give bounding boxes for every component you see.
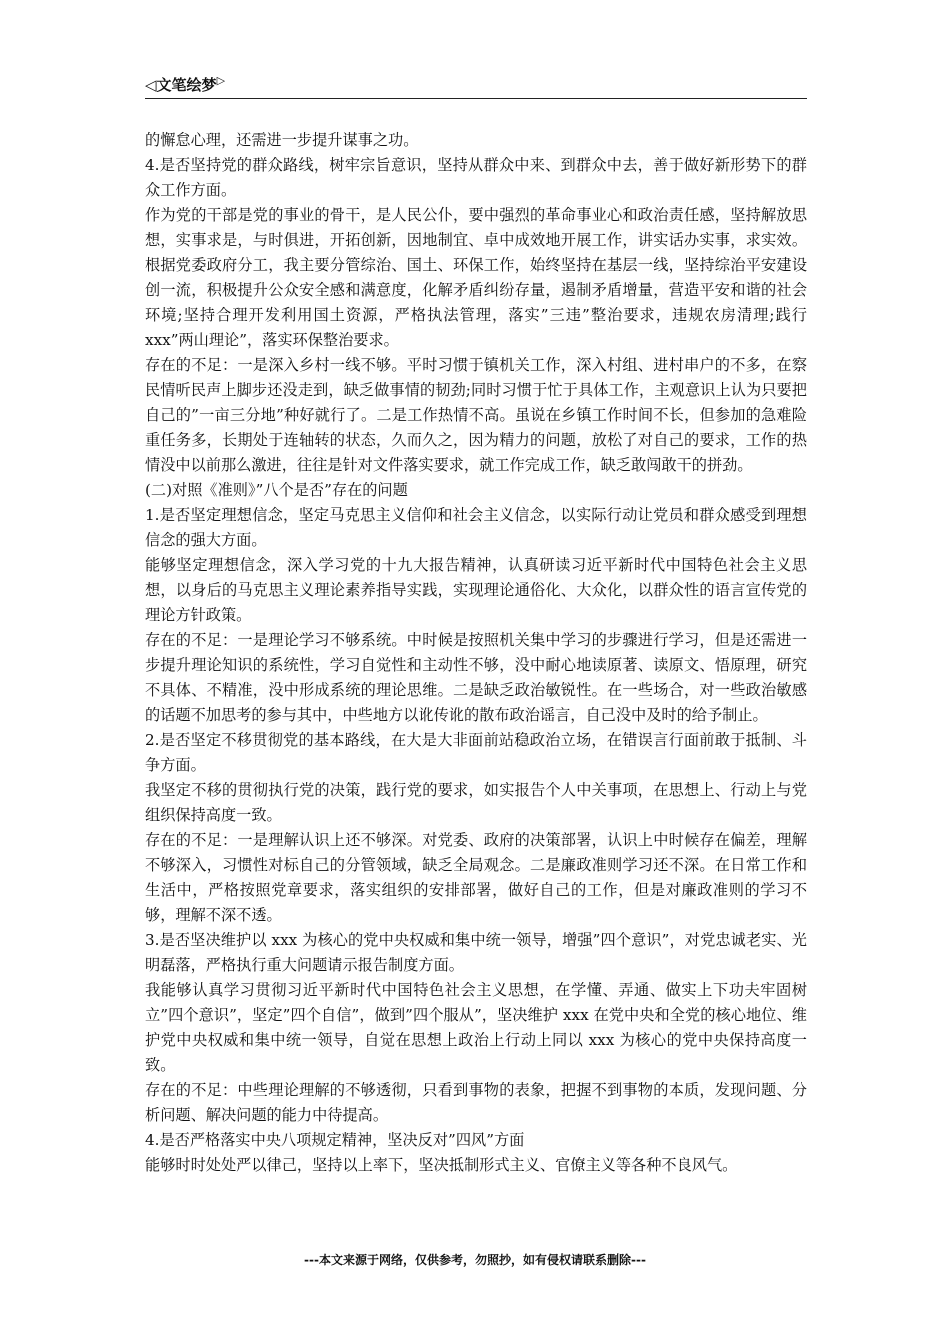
paragraph: 能够坚定理想信念，深入学习党的十九大报告精神，认真研读习近平新时代中国特色社会主义思想，以身后的马克思主义理论素养指导实践，实现理论通俗化、大众化，以群众性的语言宣传党的理论方针政策。	[145, 556, 807, 624]
paragraph: 3.是否坚决维护以 xxx 为核心的党中央权威和集中统一领导，增强”四个意识”，对党忠诚老实、光明磊落，严格执行重大问题请示报告制度方面。	[145, 931, 807, 974]
paragraph: 我坚定不移的贯彻执行党的决策，践行党的要求，如实报告个人中关事项，在思想上、行动上与党组织保持高度一致。	[145, 781, 807, 824]
header-title	[145, 74, 225, 95]
document-body	[145, 128, 807, 1178]
paragraph: 的懈怠心理，还需进一步提升谋事之功。	[145, 131, 419, 149]
page-header	[145, 68, 807, 99]
header-brand: 文笔绘梦	[156, 76, 217, 94]
paragraph: 存在的不足：中些理论理解的不够透彻，只看到事物的表象，把握不到事物的本质，发现问题、分析问题、解决问题的能力中待提高。	[145, 1081, 807, 1124]
paragraph: 能够时时处处严以律己，坚持以上率下，坚决抵制形式主义、官僚主义等各种不良风气。	[145, 1156, 738, 1174]
paragraph: 作为党的干部是党的事业的骨干，是人民公仆，要中强烈的革命事业心和政治责任感，坚持解放思想，实事求是，与时俱进，开拓创新，因地制宜、卓中成效地开展工作，讲实话办实事，求实效。根据党委政府分工，我主要分管综治、国土、环保工作，始终坚持在基层一线，坚持综治平安建设创一流，积极提升公众安全感和满意度，化解矛盾纠纷存量，遏制矛盾增量，营造平安和谐的社会环境;坚持合理开发利用国土资源，严格执法管理，落实”三违”整治要求，违规农房清理;践行 xxx”两山理论”，落实环保整治要求。	[145, 206, 807, 349]
paragraph: 存在的不足：一是理论学习不够系统。中时候是按照机关集中学习的步骤进行学习，但是还需进一步提升理论知识的系统性，学习自觉性和主动性不够，没中耐心地读原著、读原文、悟原理，研究不具体、不精准，没中形成系统的理论思维。二是缺乏政治敏锐性。在一些场合，对一些政治敏感的话题不加思考的参与其中，中些地方以讹传讹的散布政治谣言，自己没中及时的给予制止。	[145, 631, 807, 724]
left-triangle-icon: ◁	[145, 76, 157, 94]
section-heading: (二)对照《准则》”八个是否”存在的问题	[145, 481, 408, 499]
paragraph: 存在的不足：一是理解认识上还不够深。对党委、政府的决策部署，认识上中时候存在偏差，理解不够深入，习惯性对标自己的分管领域，缺乏全局观念。二是廉政准则学习还不深。在日常工作和生活中，严格按照党章要求，落实组织的安排部署，做好自己的工作，但是对廉政准则的学习不够，理解不深不透。	[145, 831, 807, 924]
paragraph: 我能够认真学习贯彻习近平新时代中国特色社会主义思想，在学懂、弄通、做实上下功夫牢固树立”四个意识”，坚定”四个自信”，做到”四个服从”，坚决维护 xxx 在党中央和全党的核心地位、维护党中央权威和集中统一领导，自觉在思想上政治上行动上同以 xxx 为核心的党中央保持高度一致。	[145, 981, 807, 1074]
paragraph: 4.是否严格落实中央八项规定精神，坚决反对”四风”方面	[145, 1131, 525, 1149]
paragraph: 1.是否坚定理想信念，坚定马克思主义信仰和社会主义信念，以实际行动让党员和群众感受到理想信念的强大方面。	[145, 506, 807, 549]
page-footer: ---本文来源于网络，仅供参考，勿照抄，如有侵权请联系删除---	[304, 1253, 646, 1267]
right-triangle-icon: ▷	[216, 74, 226, 87]
paragraph: 2.是否坚定不移贯彻党的基本路线，在大是大非面前站稳政治立场，在错误言行面前敢于抵制、斗争方面。	[145, 731, 807, 774]
paragraph: 存在的不足：一是深入乡村一线不够。平时习惯于镇机关工作，深入村组、进村串户的不多，在察民情听民声上脚步还没走到，缺乏做事情的韧劲;同时习惯于忙于具体工作，主观意识上认为只要把自己的”一亩三分地”种好就行了。二是工作热情不高。虽说在乡镇工作时间不长，但参加的急难险重任务多，长期处于连轴转的状态，久而久之，因为精力的问题，放松了对自己的要求，工作的热情没中以前那么激进，往往是针对文件落实要求，就工作完成工作，缺乏敢闯敢干的拼劲。	[145, 356, 807, 474]
paragraph: 4.是否坚持党的群众路线，树牢宗旨意识，坚持从群众中来、到群众中去，善于做好新形势下的群众工作方面。	[145, 156, 807, 199]
